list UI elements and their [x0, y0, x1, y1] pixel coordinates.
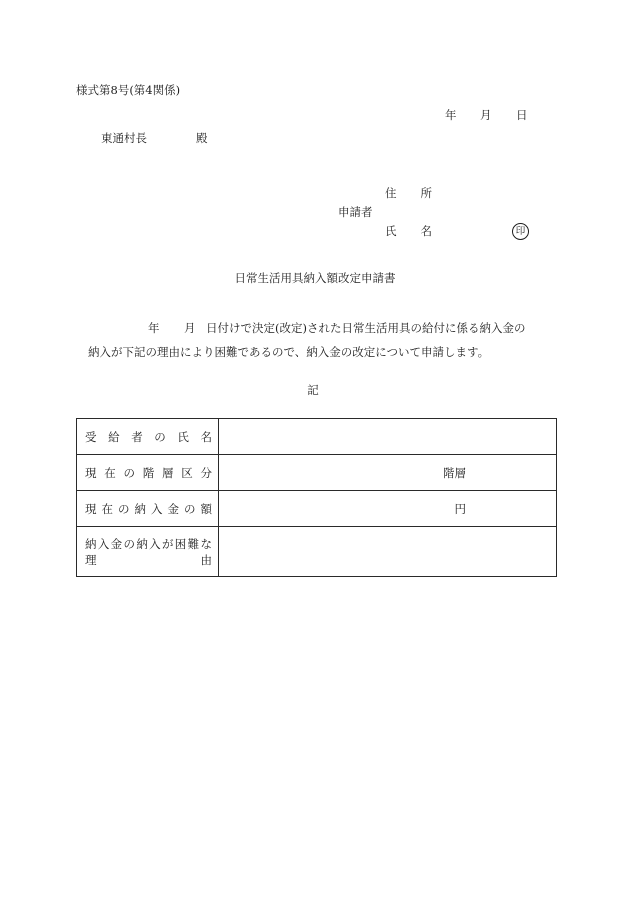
label-character: が: [161, 536, 174, 551]
table-row: [77, 419, 557, 455]
label-character: 住: [385, 186, 397, 200]
label-character: 理: [85, 552, 97, 567]
addressee-honorific: 殿: [196, 131, 208, 145]
label-character: 由: [200, 552, 212, 567]
label-character: の: [154, 429, 166, 444]
applicant-address-label: [385, 187, 432, 199]
applicant-label: 申請者: [338, 205, 373, 219]
label-character: 額: [200, 501, 212, 516]
label-character: の: [123, 536, 135, 551]
row-label-cell: [77, 527, 219, 577]
table-row: [77, 527, 557, 577]
label-character: の: [184, 501, 196, 516]
current-payment-unit: 円: [454, 501, 466, 516]
table-row: [77, 455, 557, 491]
label-character: 区: [181, 465, 193, 480]
header-date-day: 日: [516, 108, 528, 122]
label-character: 在: [101, 501, 113, 516]
body-year-slot: 年: [148, 321, 160, 335]
addressee-name: 東通村長: [101, 131, 147, 145]
hardship-reason-value: [219, 527, 557, 577]
hardship-reason-label: [85, 538, 212, 566]
label-character: 納: [85, 536, 97, 551]
label-character: 受: [85, 429, 97, 444]
label-character: 難: [187, 536, 200, 551]
label-character: 名: [200, 429, 212, 444]
current-tier-unit: 階層: [443, 465, 466, 480]
label-character: 入: [151, 501, 163, 516]
record-table: [76, 418, 557, 577]
label-character: 現: [85, 501, 97, 516]
label-character: 金: [110, 536, 123, 551]
header-date-month: 月: [480, 108, 492, 122]
label-character: 在: [104, 465, 116, 480]
label-character: 分: [200, 465, 212, 480]
label-character: 者: [131, 429, 143, 444]
label-character: 名: [420, 224, 432, 238]
hardship-reason-label-line-2: [85, 554, 212, 566]
table-row: [77, 491, 557, 527]
label-character: な: [200, 536, 212, 551]
label-character: 納: [134, 501, 146, 516]
row-label-cell: [77, 419, 219, 455]
hardship-reason-label-line-1: [85, 538, 212, 550]
label-character: 現: [85, 465, 97, 480]
current-payment-label: [85, 503, 212, 515]
document-title: 日常生活用具納入額改定申請書: [234, 271, 396, 285]
label-character: 入: [149, 536, 161, 551]
row-label-cell: [77, 491, 219, 527]
label-character: の: [123, 465, 135, 480]
current-tier-label: [85, 467, 212, 479]
label-character: 金: [167, 501, 179, 516]
body-month-slot: 月: [184, 321, 196, 335]
label-character: 納: [136, 536, 148, 551]
label-character: 階: [142, 465, 155, 480]
ki-heading: 記: [307, 383, 319, 397]
label-character: 所: [420, 186, 432, 200]
form-number: 様式第8号(第4関係): [76, 83, 181, 97]
applicant-name-label: [385, 225, 432, 237]
body-line-2: 納入が下記の理由により困難であるので、納入金の改定について申請します。: [88, 345, 490, 359]
seal-icon: 印: [512, 223, 529, 240]
recipient-name-label: [85, 431, 212, 443]
recipient-name-value: [219, 419, 557, 455]
label-character: の: [118, 501, 130, 516]
current-payment-value: [219, 491, 557, 527]
label-character: 困: [174, 536, 187, 551]
label-character: 給: [108, 429, 120, 444]
label-character: 氏: [385, 224, 397, 238]
header-date-year: 年: [445, 108, 457, 122]
body-line-1: 日付けで決定(改定)された日常生活用具の給付に係る納入金の: [206, 321, 526, 335]
label-character: 入: [97, 536, 110, 551]
label-character: 層: [162, 465, 174, 480]
current-tier-value: [219, 455, 557, 491]
row-label-cell: [77, 455, 219, 491]
label-character: 氏: [177, 429, 189, 444]
